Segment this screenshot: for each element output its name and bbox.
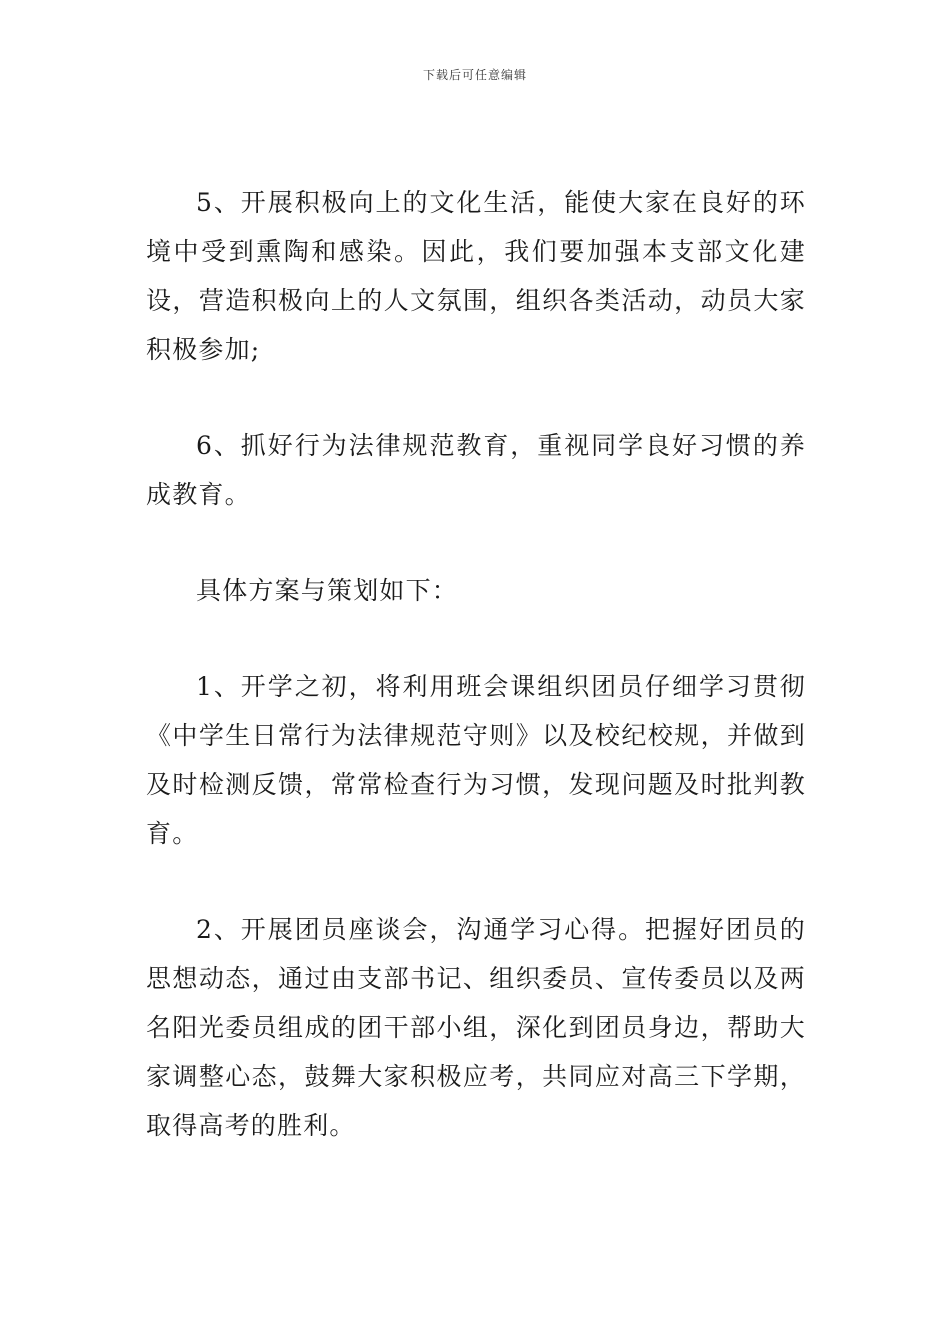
plan-step-2-paragraph: 2、开展团员座谈会，沟通学习心得。把握好团员的思想动态，通过由支部书记、组织委员、宣传委员以及两名阳光委员组成的团干部小组，深化到团员身边，帮助大家调整心态，鼓舞大家积极应考，共同应对高三下学期，取得高考的胜利。 xyxy=(146,915,806,1140)
page-header: 下载后可任意编辑 xyxy=(422,68,527,82)
plan-intro-paragraph: 具体方案与策划如下： xyxy=(196,576,459,605)
paragraph-item-6: 6、抓好行为法律规范教育，重视同学良好习惯的养成教育。 xyxy=(146,431,806,509)
document-body xyxy=(146,178,806,1197)
plan-step-1-paragraph: 1、开学之初，将利用班会课组织团员仔细学习贯彻《中学生日常行为法律规范守则》以及校纪校规，并做到及时检测反馈，常常检查行为习惯，发现问题及时批判教育。 xyxy=(146,672,806,848)
paragraph-item-5: 5、开展积极向上的文化生活，能使大家在良好的环境中受到熏陶和感染。因此，我们要加强本支部文化建设，营造积极向上的人文氛围，组织各类活动，动员大家积极参加; xyxy=(146,188,806,364)
